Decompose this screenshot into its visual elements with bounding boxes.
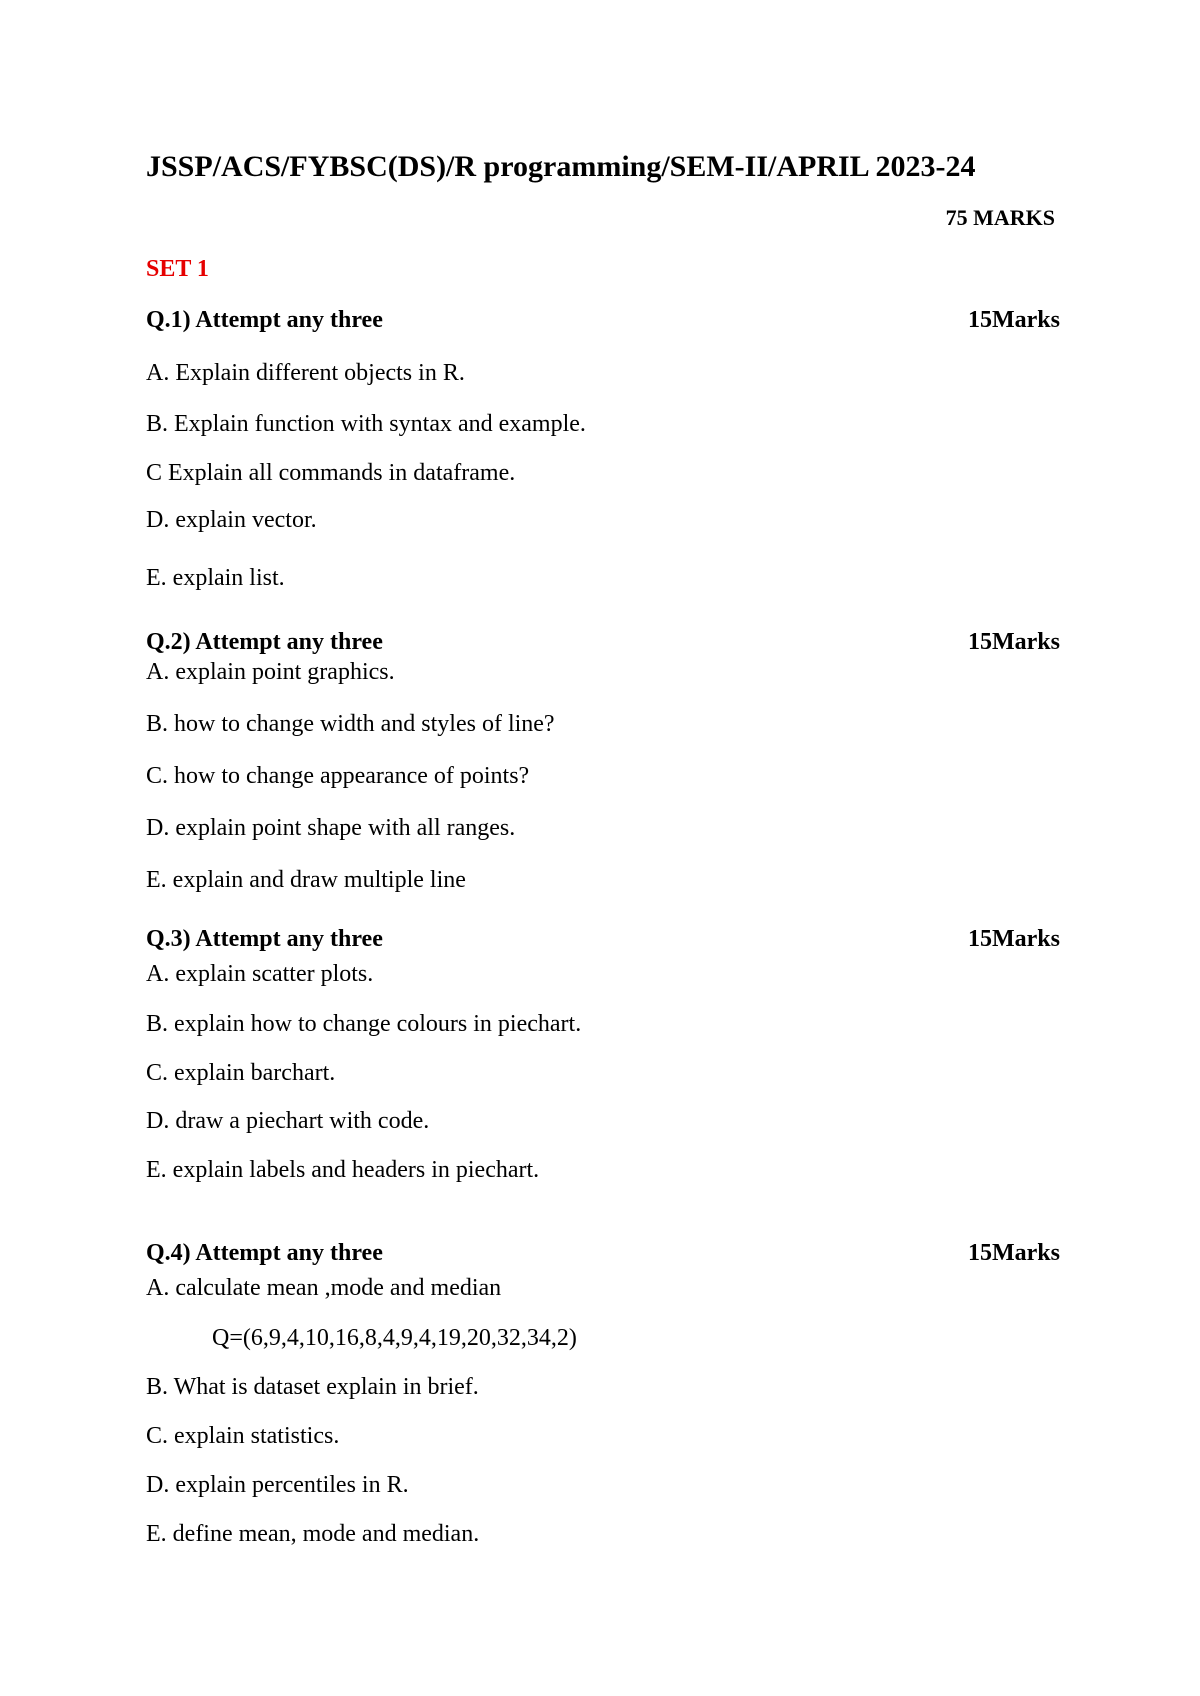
question-4-item-d: D. explain percentiles in R.	[146, 1472, 409, 1498]
question-1-item-e: E. explain list.	[146, 565, 285, 591]
question-3-item-e: E. explain labels and headers in piechart.	[146, 1157, 540, 1183]
set-label: SET 1	[146, 256, 209, 282]
question-1-heading	[146, 308, 1060, 332]
question-1-item-b: B. Explain function with syntax and example.	[146, 411, 586, 437]
question-2-item-d: D. explain point shape with all ranges.	[146, 815, 516, 841]
question-3-title: Q.3) Attempt any three	[146, 926, 383, 952]
question-4-item-e: E. define mean, mode and median.	[146, 1521, 480, 1547]
question-3-item-a: A. explain scatter plots.	[146, 961, 374, 987]
question-4-item-b: B. What is dataset explain in brief.	[146, 1374, 479, 1400]
question-2-item-b: B. how to change width and styles of line?	[146, 711, 555, 737]
question-3-marks: 15Marks	[968, 926, 1060, 952]
question-4-dataset: Q=(6,9,4,10,16,8,4,9,4,19,20,32,34,2)	[212, 1325, 577, 1351]
question-1-title: Q.1) Attempt any three	[146, 307, 383, 333]
question-2-heading	[146, 630, 1060, 654]
question-2-item-e: E. explain and draw multiple line	[146, 867, 466, 893]
paper-title: JSSP/ACS/FYBSC(DS)/R programming/SEM-II/APRIL 2023-24	[146, 150, 976, 183]
question-2-marks: 15Marks	[968, 629, 1060, 655]
question-1-item-c: C Explain all commands in dataframe.	[146, 460, 516, 486]
question-2-title: Q.2) Attempt any three	[146, 629, 383, 655]
question-3-item-c: C. explain barchart.	[146, 1060, 336, 1086]
question-4-item-a: A. calculate mean ,mode and median	[146, 1275, 502, 1301]
question-3-item-d: D. draw a piechart with code.	[146, 1108, 430, 1134]
question-2-item-c: C. how to change appearance of points?	[146, 763, 530, 789]
question-3-item-b: B. explain how to change colours in piechart.	[146, 1011, 582, 1037]
total-marks: 75 MARKS	[945, 205, 1055, 230]
question-4-item-c: C. explain statistics.	[146, 1423, 340, 1449]
question-2-item-a: A. explain point graphics.	[146, 659, 395, 685]
question-1-marks: 15Marks	[968, 307, 1060, 333]
question-4-marks: 15Marks	[968, 1240, 1060, 1266]
question-3-heading	[146, 927, 1060, 951]
question-4-heading	[146, 1241, 1060, 1265]
question-4-title: Q.4) Attempt any three	[146, 1240, 383, 1266]
question-1-item-d: D. explain vector.	[146, 507, 317, 533]
question-1-item-a: A. Explain different objects in R.	[146, 360, 465, 386]
